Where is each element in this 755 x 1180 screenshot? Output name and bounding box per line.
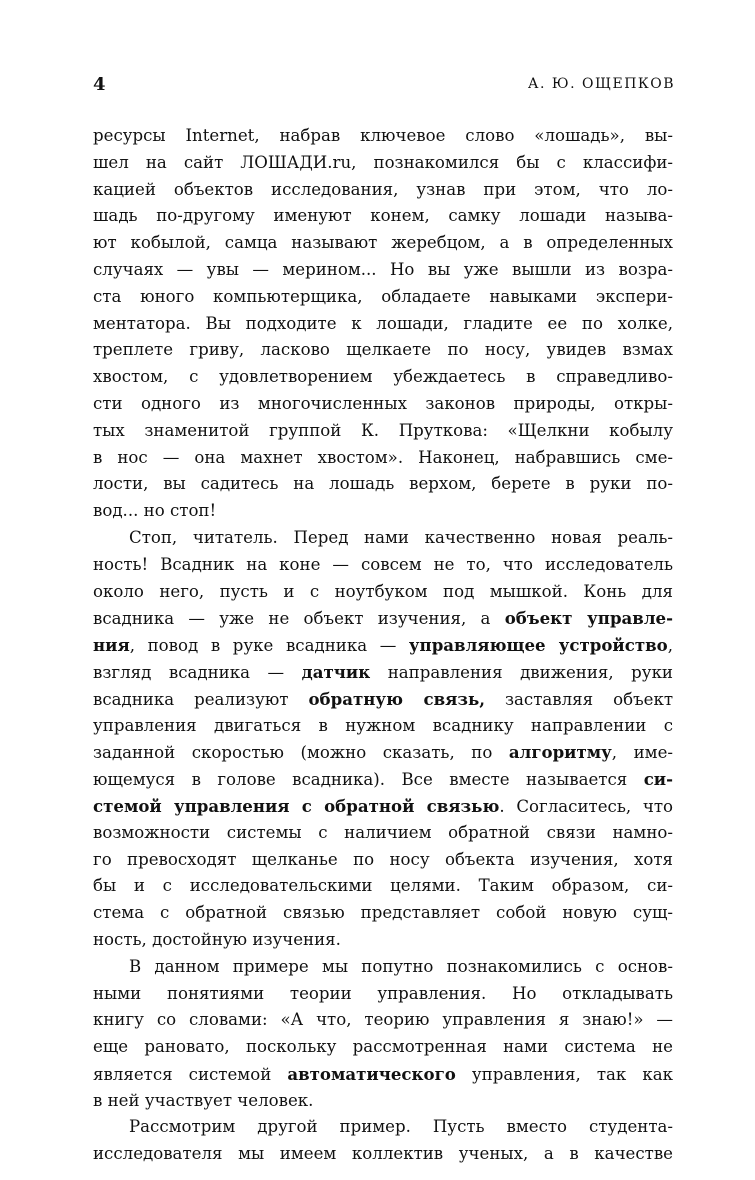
text-line: в ней участвует человек. (93, 1090, 314, 1110)
text-line: ста юного компьютерщика, обладаете навыками экспери- (93, 286, 673, 306)
text-line: всадника реализуют обратную связь, заставляя объект (93, 688, 673, 709)
text-line: в нос — она махнет хвостом». Наконец, набравшись сме- (93, 447, 673, 467)
text-line: вод... но стоп! (93, 501, 217, 521)
text-line: хвостом, с удовлетворением убеждаетесь в справедливо- (93, 367, 673, 387)
text-line: ность, достойную изучения. (93, 929, 341, 949)
text-line: всадника — уже не объект изучения, а объект управле- (93, 608, 673, 629)
body-text (93, 123, 673, 1168)
paragraph-first-line: Рассмотрим другой пример. Пусть вместо студента- (129, 1117, 673, 1137)
text-line: треплете гриву, ласково щелкаете по носу, увидев взмах (93, 340, 673, 360)
text-line: ния, повод в руке всадника — управляющее устройство, (93, 635, 673, 656)
text-line: около него, пусть и с ноутбуком под мышкой. Конь для (93, 581, 673, 601)
text-line: го превосходят щелканье по носу объекта изучения, хотя (93, 849, 673, 869)
text-line: шадь по-другому именуют конем, самку лошади называ- (93, 206, 673, 226)
text-line: ность! Всадник на коне — совсем не то, что исследователь (93, 554, 673, 574)
text-line: исследователя мы имеем коллектив ученых, а в качестве (93, 1144, 673, 1164)
text-line: является системой автоматического управления, так как (93, 1063, 673, 1084)
bold-term: обратную связь, (308, 688, 486, 709)
text-line: книгу со словами: «А что, теорию управления я знаю!» — (93, 1010, 673, 1030)
text-line: кацией объектов исследования, узнав при этом, что ло- (93, 179, 673, 199)
text-line: ющемуся в голове всадника). Все вместе называется си- (93, 769, 673, 790)
text-line: ментатора. Вы подходите к лошади, гладите ее по холке, (93, 313, 673, 333)
paragraph-first-line: В данном примере мы попутно познакомились с основ- (129, 956, 673, 976)
text-line: взгляд всадника — датчик направления движения, руки (93, 661, 673, 682)
bold-term: датчик (301, 661, 371, 682)
text-line: еще рановато, поскольку рассмотренная нами система не (93, 1037, 673, 1057)
text-line: ными понятиями теории управления. Но откладывать (93, 983, 673, 1003)
bold-term: объект управле- (504, 608, 673, 629)
bold-term: стемой управления с обратной связью (93, 795, 500, 816)
page-number: 4 (93, 74, 106, 95)
text-line: случаях — увы — мерином... Но вы уже вышли из возра- (93, 259, 673, 279)
text-line: шел на сайт ЛОШАДИ.ru, познакомился бы с классифи- (93, 152, 673, 172)
text-line: стемой управления с обратной связью. Согласитесь, что (93, 795, 673, 816)
running-head-author: А. Ю. ОЩЕПКОВ (527, 76, 675, 92)
bold-term: си- (643, 769, 673, 790)
page-header (93, 74, 675, 98)
bold-term: ния (93, 635, 130, 656)
text-line: заданной скоростью (можно сказать, по алгоритму, име- (93, 742, 673, 763)
text-line: лости, вы садитесь на лошадь верхом, берете в руки по- (93, 474, 673, 494)
paragraph-first-line: Стоп, читатель. Перед нами качественно новая реаль- (129, 527, 673, 547)
bold-term: управляющее устройство (408, 635, 668, 656)
text-line: ресурсы Internet, набрав ключевое слово «лошадь», вы- (93, 126, 673, 145)
text-line: управления двигаться в нужном всаднику направлении с (93, 715, 673, 735)
text-line: стема с обратной связью представляет собой новую сущ- (93, 903, 673, 923)
text-line: ют кобылой, самца называют жеребцом, а в определенных (93, 233, 673, 253)
text-line: возможности системы с наличием обратной связи намно- (93, 822, 673, 842)
bold-term: алгоритму (508, 742, 612, 763)
bold-term: автоматического (287, 1063, 456, 1084)
text-line: тых знаменитой группой К. Пруткова: «Щелкни кобылу (93, 420, 673, 440)
text-line: сти одного из многочисленных законов природы, откры- (93, 393, 673, 413)
text-line: бы и с исследовательскими целями. Таким образом, си- (93, 876, 673, 896)
